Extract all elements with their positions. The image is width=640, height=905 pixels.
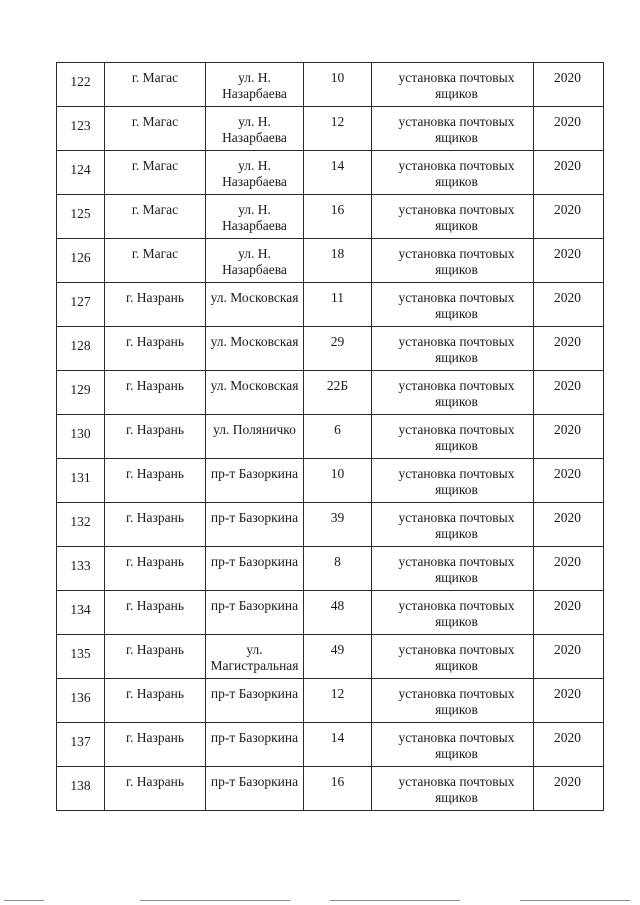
city-cell: [105, 107, 206, 151]
year-cell: [534, 195, 604, 239]
street-cell: [206, 459, 304, 503]
row-number-cell: [57, 503, 105, 547]
row-number-cell-text: 133: [70, 558, 91, 573]
year-cell-text: 2020: [554, 246, 581, 261]
work-type-cell: [372, 459, 534, 503]
city-cell: [105, 371, 206, 415]
row-number-cell-text: 132: [70, 514, 91, 529]
work-type-cell: [372, 767, 534, 811]
work-type-cell: [372, 371, 534, 415]
city-cell-text: г. Магас: [131, 70, 179, 85]
row-number-cell-text: 122: [70, 74, 91, 89]
city-cell: [105, 459, 206, 503]
table-row: [57, 767, 604, 811]
row-number-cell: [57, 327, 105, 371]
city-cell-text: г. Магас: [131, 246, 179, 261]
city-cell-text: г. Назрань: [126, 510, 184, 525]
year-cell: [534, 239, 604, 283]
street-cell: [206, 63, 304, 107]
year-cell-text: 2020: [554, 70, 581, 85]
year-cell-text: 2020: [554, 774, 581, 789]
city-cell-text: г. Магас: [131, 158, 179, 173]
row-number-cell: [57, 459, 105, 503]
work-type-cell-text: установка почтовых ящиков: [398, 290, 515, 321]
work-type-cell-text: установка почтовых ящиков: [398, 334, 515, 365]
street-cell-text: ул. Н. Назарбаева: [222, 246, 287, 277]
work-type-cell-text: установка почтовых ящиков: [398, 774, 515, 805]
work-type-cell-text: установка почтовых ящиков: [398, 510, 515, 541]
work-type-cell: [372, 635, 534, 679]
row-number-cell: [57, 547, 105, 591]
row-number-cell: [57, 283, 105, 327]
house-number-cell-text: 11: [331, 290, 344, 305]
year-cell: [534, 63, 604, 107]
house-number-cell-text: 12: [330, 114, 345, 129]
year-cell-text: 2020: [554, 642, 581, 657]
address-table: [56, 62, 604, 811]
year-cell: [534, 635, 604, 679]
table-row: [57, 591, 604, 635]
street-cell: [206, 107, 304, 151]
city-cell: [105, 195, 206, 239]
work-type-cell: [372, 503, 534, 547]
table-row: [57, 503, 604, 547]
city-cell: [105, 239, 206, 283]
table-row: [57, 327, 604, 371]
work-type-cell-text: установка почтовых ящиков: [398, 686, 515, 717]
year-cell: [534, 723, 604, 767]
city-cell-text: г. Назрань: [126, 598, 184, 613]
year-cell: [534, 547, 604, 591]
table-row: [57, 635, 604, 679]
city-cell-text: г. Назрань: [126, 686, 184, 701]
work-type-cell-text: установка почтовых ящиков: [398, 114, 515, 145]
year-cell: [534, 503, 604, 547]
year-cell-text: 2020: [554, 114, 581, 129]
street-cell-text: ул. Магистральная: [210, 642, 299, 673]
table-row: [57, 459, 604, 503]
table-row: [57, 107, 604, 151]
city-cell: [105, 151, 206, 195]
work-type-cell-text: установка почтовых ящиков: [398, 378, 515, 409]
street-cell: [206, 283, 304, 327]
table-row: [57, 283, 604, 327]
year-cell: [534, 767, 604, 811]
work-type-cell: [372, 547, 534, 591]
street-cell-text: ул. Н. Назарбаева: [222, 202, 287, 233]
table-row: [57, 151, 604, 195]
year-cell-text: 2020: [554, 554, 581, 569]
row-number-cell: [57, 239, 105, 283]
house-number-cell-text: 12: [330, 686, 345, 701]
city-cell: [105, 415, 206, 459]
street-cell-text: ул. Н. Назарбаева: [222, 114, 287, 145]
row-number-cell-text: 129: [70, 382, 91, 397]
table-row: [57, 195, 604, 239]
street-cell: [206, 327, 304, 371]
house-number-cell: [304, 107, 372, 151]
table-row: [57, 371, 604, 415]
year-cell: [534, 107, 604, 151]
street-cell-text: ул. Московская: [210, 290, 299, 305]
city-cell-text: г. Назрань: [126, 290, 184, 305]
street-cell-text: ул. Московская: [210, 378, 299, 393]
house-number-cell: [304, 195, 372, 239]
work-type-cell: [372, 415, 534, 459]
row-number-cell-text: 136: [70, 690, 91, 705]
work-type-cell: [372, 195, 534, 239]
work-type-cell-text: установка почтовых ящиков: [398, 642, 515, 673]
house-number-cell-text: 14: [330, 158, 345, 173]
house-number-cell-text: 29: [330, 334, 345, 349]
street-cell: [206, 503, 304, 547]
row-number-cell: [57, 591, 105, 635]
city-cell: [105, 723, 206, 767]
city-cell-text: г. Магас: [131, 202, 179, 217]
street-cell-text: пр-т Базоркина: [210, 686, 299, 701]
year-cell: [534, 327, 604, 371]
work-type-cell-text: установка почтовых ящиков: [398, 202, 515, 233]
year-cell: [534, 415, 604, 459]
row-number-cell: [57, 723, 105, 767]
year-cell-text: 2020: [554, 158, 581, 173]
footer-scan-line: [330, 900, 460, 901]
work-type-cell-text: установка почтовых ящиков: [398, 554, 515, 585]
city-cell-text: г. Назрань: [126, 378, 184, 393]
street-cell: [206, 195, 304, 239]
work-type-cell-text: установка почтовых ящиков: [398, 70, 515, 101]
street-cell: [206, 679, 304, 723]
city-cell-text: г. Назрань: [126, 730, 184, 745]
row-number-cell-text: 123: [70, 118, 91, 133]
street-cell-text: ул. Поляничко: [213, 422, 296, 437]
year-cell-text: 2020: [554, 202, 581, 217]
work-type-cell: [372, 151, 534, 195]
house-number-cell: [304, 63, 372, 107]
street-cell-text: ул. Н. Назарбаева: [222, 70, 287, 101]
house-number-cell: [304, 239, 372, 283]
year-cell-text: 2020: [554, 422, 581, 437]
house-number-cell-text: 10: [330, 70, 345, 85]
city-cell: [105, 547, 206, 591]
house-number-cell-text: 14: [330, 730, 345, 745]
house-number-cell-text: 48: [330, 598, 345, 613]
house-number-cell: [304, 415, 372, 459]
house-number-cell: [304, 371, 372, 415]
house-number-cell: [304, 459, 372, 503]
row-number-cell-text: 124: [70, 162, 91, 177]
row-number-cell: [57, 151, 105, 195]
table-row: [57, 239, 604, 283]
city-cell-text: г. Назрань: [126, 642, 184, 657]
row-number-cell-text: 138: [70, 778, 91, 793]
city-cell: [105, 283, 206, 327]
year-cell-text: 2020: [554, 730, 581, 745]
city-cell: [105, 635, 206, 679]
house-number-cell: [304, 547, 372, 591]
street-cell: [206, 767, 304, 811]
street-cell-text: пр-т Базоркина: [210, 510, 299, 525]
street-cell-text: ул. Московская: [210, 334, 299, 349]
year-cell: [534, 283, 604, 327]
city-cell-text: г. Назрань: [126, 774, 184, 789]
work-type-cell: [372, 327, 534, 371]
row-number-cell-text: 130: [70, 426, 91, 441]
address-table-body: [57, 63, 604, 811]
year-cell-text: 2020: [554, 510, 581, 525]
street-cell: [206, 723, 304, 767]
work-type-cell-text: установка почтовых ящиков: [398, 598, 515, 629]
house-number-cell-text: 10: [330, 466, 345, 481]
row-number-cell: [57, 63, 105, 107]
work-type-cell-text: установка почтовых ящиков: [398, 158, 515, 189]
row-number-cell-text: 126: [70, 250, 91, 265]
year-cell: [534, 591, 604, 635]
year-cell: [534, 459, 604, 503]
house-number-cell-text: 16: [330, 774, 345, 789]
city-cell: [105, 503, 206, 547]
house-number-cell-text: 16: [330, 202, 345, 217]
row-number-cell-text: 128: [70, 338, 91, 353]
row-number-cell: [57, 107, 105, 151]
work-type-cell: [372, 63, 534, 107]
house-number-cell: [304, 151, 372, 195]
row-number-cell-text: 137: [70, 734, 91, 749]
row-number-cell-text: 127: [70, 294, 91, 309]
row-number-cell-text: 135: [70, 646, 91, 661]
house-number-cell-text: 49: [330, 642, 345, 657]
table-row: [57, 679, 604, 723]
street-cell-text: ул. Н. Назарбаева: [222, 158, 287, 189]
table-row: [57, 723, 604, 767]
house-number-cell-text: 6: [334, 422, 341, 437]
house-number-cell: [304, 679, 372, 723]
city-cell-text: г. Назрань: [126, 466, 184, 481]
street-cell: [206, 151, 304, 195]
city-cell-text: г. Назрань: [126, 334, 184, 349]
house-number-cell: [304, 503, 372, 547]
street-cell: [206, 591, 304, 635]
table-row: [57, 63, 604, 107]
house-number-cell: [304, 635, 372, 679]
house-number-cell: [304, 591, 372, 635]
row-number-cell: [57, 415, 105, 459]
house-number-cell: [304, 327, 372, 371]
street-cell-text: пр-т Базоркина: [210, 774, 299, 789]
city-cell-text: г. Магас: [131, 114, 179, 129]
work-type-cell: [372, 239, 534, 283]
work-type-cell-text: установка почтовых ящиков: [398, 730, 515, 761]
row-number-cell: [57, 767, 105, 811]
work-type-cell: [372, 723, 534, 767]
street-cell: [206, 239, 304, 283]
city-cell-text: г. Назрань: [126, 554, 184, 569]
year-cell-text: 2020: [554, 598, 581, 613]
street-cell: [206, 547, 304, 591]
year-cell-text: 2020: [554, 686, 581, 701]
row-number-cell-text: 134: [70, 602, 91, 617]
footer-scan-line: [4, 900, 44, 901]
year-cell-text: 2020: [554, 290, 581, 305]
year-cell-text: 2020: [554, 334, 581, 349]
work-type-cell-text: установка почтовых ящиков: [398, 422, 515, 453]
row-number-cell: [57, 195, 105, 239]
city-cell: [105, 767, 206, 811]
year-cell: [534, 151, 604, 195]
street-cell: [206, 635, 304, 679]
year-cell-text: 2020: [554, 466, 581, 481]
year-cell: [534, 679, 604, 723]
year-cell: [534, 371, 604, 415]
city-cell: [105, 327, 206, 371]
street-cell-text: пр-т Базоркина: [210, 466, 299, 481]
house-number-cell-text: 8: [334, 554, 341, 569]
row-number-cell-text: 131: [70, 470, 91, 485]
work-type-cell: [372, 679, 534, 723]
footer-scan-line: [140, 900, 290, 901]
street-cell-text: пр-т Базоркина: [210, 554, 299, 569]
row-number-cell: [57, 679, 105, 723]
year-cell-text: 2020: [554, 378, 581, 393]
street-cell-text: пр-т Базоркина: [210, 598, 299, 613]
work-type-cell-text: установка почтовых ящиков: [398, 246, 515, 277]
house-number-cell: [304, 283, 372, 327]
table-row: [57, 415, 604, 459]
work-type-cell: [372, 591, 534, 635]
street-cell: [206, 371, 304, 415]
footer-scan-line: [520, 900, 630, 901]
work-type-cell: [372, 107, 534, 151]
row-number-cell: [57, 371, 105, 415]
city-cell-text: г. Назрань: [126, 422, 184, 437]
work-type-cell: [372, 283, 534, 327]
house-number-cell: [304, 767, 372, 811]
house-number-cell-text: 18: [330, 246, 345, 261]
house-number-cell: [304, 723, 372, 767]
row-number-cell-text: 125: [70, 206, 91, 221]
house-number-cell-text: 22Б: [326, 378, 349, 393]
city-cell: [105, 63, 206, 107]
city-cell: [105, 591, 206, 635]
row-number-cell: [57, 635, 105, 679]
city-cell: [105, 679, 206, 723]
house-number-cell-text: 39: [330, 510, 345, 525]
street-cell-text: пр-т Базоркина: [210, 730, 299, 745]
work-type-cell-text: установка почтовых ящиков: [398, 466, 515, 497]
table-row: [57, 547, 604, 591]
street-cell: [206, 415, 304, 459]
